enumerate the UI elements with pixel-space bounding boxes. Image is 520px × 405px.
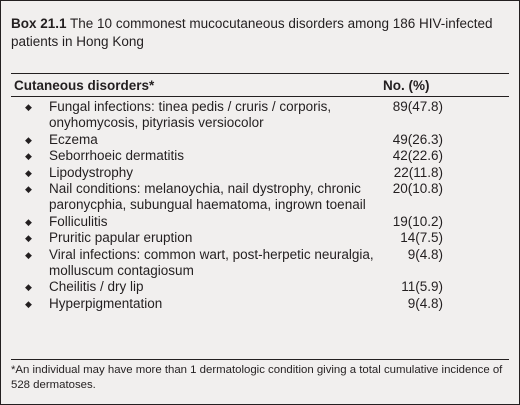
table-row [1, 99, 519, 132]
table-row [1, 279, 519, 295]
count-value: 9(4.8) [407, 246, 443, 262]
disorder-label: Seborrhoeic dermatitis [49, 148, 185, 164]
disorder-label: Lipodystrophy [49, 164, 134, 180]
diamond-bullet-icon: ◆ [25, 184, 32, 195]
table-body [1, 99, 519, 312]
diamond-bullet-icon: ◆ [25, 102, 32, 112]
disorder-label: Hyperpigmentation [49, 295, 163, 311]
count-value: 14(7.5) [400, 230, 443, 246]
count-value: 9(4.8) [407, 295, 443, 311]
disorder-label: Fungal infections: tinea pedis / cruris / corporis, onyhomycosis, pityriasis versiocolor [49, 99, 332, 131]
count-value: 89(47.8) [392, 99, 443, 114]
disorder-label: Cheilitis / dry lip [49, 279, 144, 295]
diamond-bullet-icon: ◆ [25, 151, 32, 162]
column-header-disorders: Cutaneous disorders* [14, 78, 155, 93]
table-row [1, 230, 519, 246]
table-bottom-rule [11, 359, 509, 360]
caption-text: The 10 commonest mucocutaneous disorders among 186 HIV-infected patients in Hong Kong [11, 16, 493, 49]
footnote: *An individual may have more than 1 dermatologic condition giving a total cumulative incidence of 528 dermatoses. [11, 364, 503, 391]
table-row [1, 132, 519, 148]
table-row [1, 214, 519, 230]
table-row [1, 296, 519, 312]
diamond-bullet-icon: ◆ [25, 298, 32, 309]
column-header-count: No. (%) [383, 78, 430, 93]
box-number: Box 21.1 [11, 16, 67, 31]
diamond-bullet-icon: ◆ [25, 282, 32, 293]
diamond-bullet-icon: ◆ [25, 134, 32, 145]
table-row [1, 247, 519, 280]
disorder-label: Nail conditions: melanoychia, nail dystrophy, chronic paronycphia, subungual haematoma, ingrown toenail [49, 181, 366, 213]
table-header-rule [11, 96, 509, 97]
diamond-bullet-icon: ◆ [25, 167, 32, 178]
count-value: 49(26.3) [392, 131, 443, 147]
count-value: 20(10.8) [392, 181, 443, 197]
table-top-rule [11, 73, 509, 74]
count-value: 42(22.6) [392, 148, 443, 164]
count-value: 22(11.8) [393, 164, 443, 180]
disorder-label: Folliculitis [49, 213, 108, 229]
disorder-label: Eczema [49, 131, 98, 147]
box-caption [11, 15, 511, 51]
count-value: 19(10.2) [392, 213, 443, 229]
disorder-label: Pruritic papular eruption [49, 230, 193, 246]
count-value: 11(5.9) [401, 279, 443, 295]
table-row [1, 148, 519, 164]
diamond-bullet-icon: ◆ [25, 249, 32, 260]
disorder-label: Viral infections: common wart, post-herpetic neuralgia, molluscum contagiosum [49, 246, 374, 279]
diamond-bullet-icon: ◆ [25, 216, 32, 227]
table-row [1, 181, 519, 214]
table-row [1, 165, 519, 181]
diamond-bullet-icon: ◆ [25, 233, 32, 244]
